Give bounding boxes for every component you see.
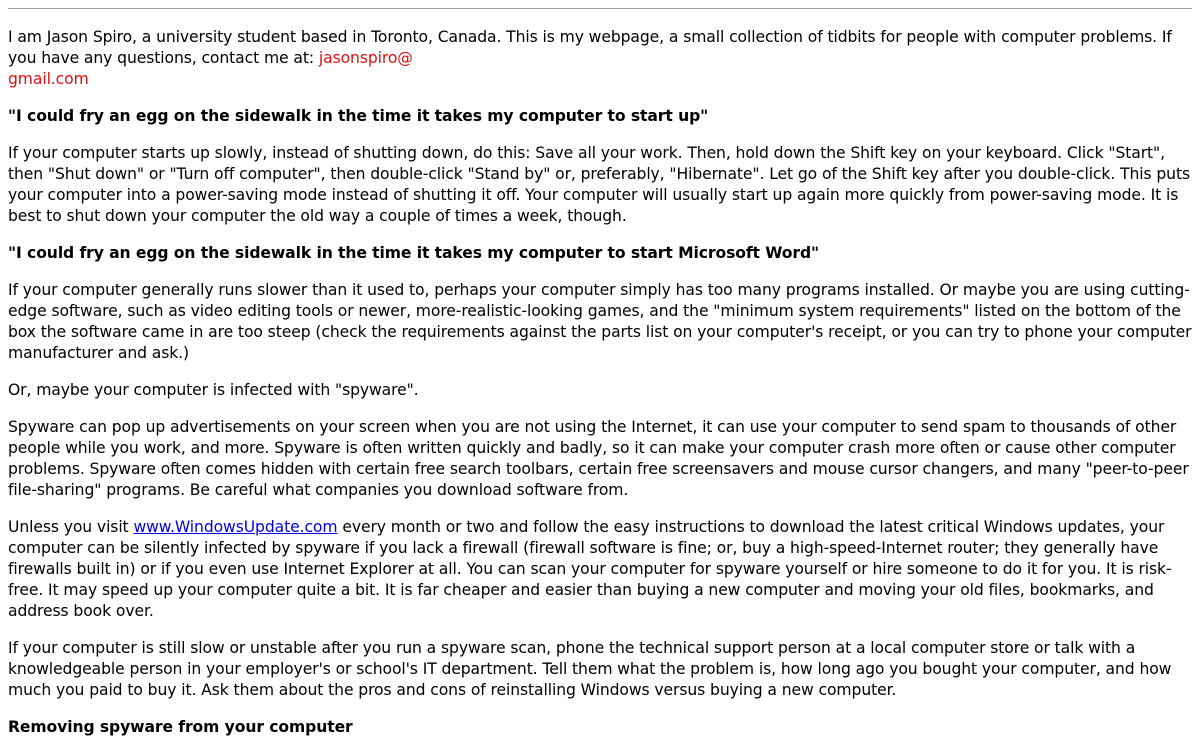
windows-update-paragraph (8, 517, 1192, 622)
intro-text: I am Jason Spiro, a university student based in Toronto, Canada. This is my webpage, a small collection of tidbits for people with computer problems. If you have any questions, contact me at: (8, 28, 1172, 67)
windows-update-link[interactable]: www.WindowsUpdate.com (133, 518, 338, 536)
startup-paragraph: If your computer starts up slowly, instead of shutting down, do this: Save all your work. Then, hold down the Shift key on your keyboard. Click "Start", then "Shut down" or "Turn off computer", then double-click "Stand by" or, preferably, "Hibernate". Let go of the Shift key after you double-click. This puts your computer into a power-saving mode instead of shutting it off. Your computer will usually start up again more quickly from power-saving mode. It is best to shut down your computer the old way a couple of times a week, though. (8, 144, 1190, 225)
email-link-part2[interactable]: gmail.com (8, 70, 89, 88)
windows-update-text-after: every month or two and follow the easy instructions to download the latest critical Windows updates, your computer can be silently infected by spyware if you lack a firewall (firewall software is fine; or, buy a high-speed-Internet router; they generally have firewalls built in) or if you even use Internet Explorer at all. You can scan your computer for spyware yourself or hire someone to do it for you. It is risk-free. It may speed up your computer quite a bit. It is far cheaper and easier than buying a new computer and moving your old files, bookmarks, and address book over. (8, 518, 1172, 620)
spyware-intro-paragraph: Or, maybe your computer is infected with "spyware". (8, 381, 419, 399)
word-heading: "I could fry an egg on the sidewalk in the time it takes my computer to start Microsoft Word" (8, 244, 820, 262)
removing-spyware-heading: Removing spyware from your computer (8, 718, 353, 736)
email-link-part1[interactable]: jasonspiro@ (318, 49, 413, 67)
intro-paragraph (8, 27, 1192, 90)
windows-update-text-before: Unless you visit (8, 518, 134, 536)
startup-heading: "I could fry an egg on the sidewalk in the time it takes my computer to start up" (8, 107, 709, 125)
spyware-description-paragraph: Spyware can pop up advertisements on your screen when you are not using the Internet, it can use your computer to send spam to thousands of other people while you work, and more. Spyware is often written quickly and badly, so it can make your computer crash more often or cause other computer problems. Spyware often comes hidden with certain free search toolbars, certain free screensavers and mouse cursor changers, and many "peer-to-peer file-sharing" programs. Be careful what companies you download software from. (8, 418, 1189, 499)
top-divider (8, 8, 1192, 9)
page (0, 8, 1200, 738)
slow-computer-paragraph: If your computer generally runs slower than it used to, perhaps your computer simply has too many programs installed. Or maybe you are using cutting-edge software, such as video editing tools or newer, more-realistic-looking games, and the "minimum system requirements" listed on the bottom of the box the software came in are too steep (check the requirements against the parts list on your computer's receipt, or you can try to phone your computer manufacturer and ask.) (8, 281, 1192, 362)
tech-support-paragraph: If your computer is still slow or unstable after you run a spyware scan, phone the technical support person at a local computer store or talk with a knowledgeable person in your employer's or school's IT department. Tell them what the problem is, how long ago you bought your computer, and how much you paid to buy it. Ask them about the pros and cons of reinstalling Windows versus buying a new computer. (8, 639, 1172, 699)
